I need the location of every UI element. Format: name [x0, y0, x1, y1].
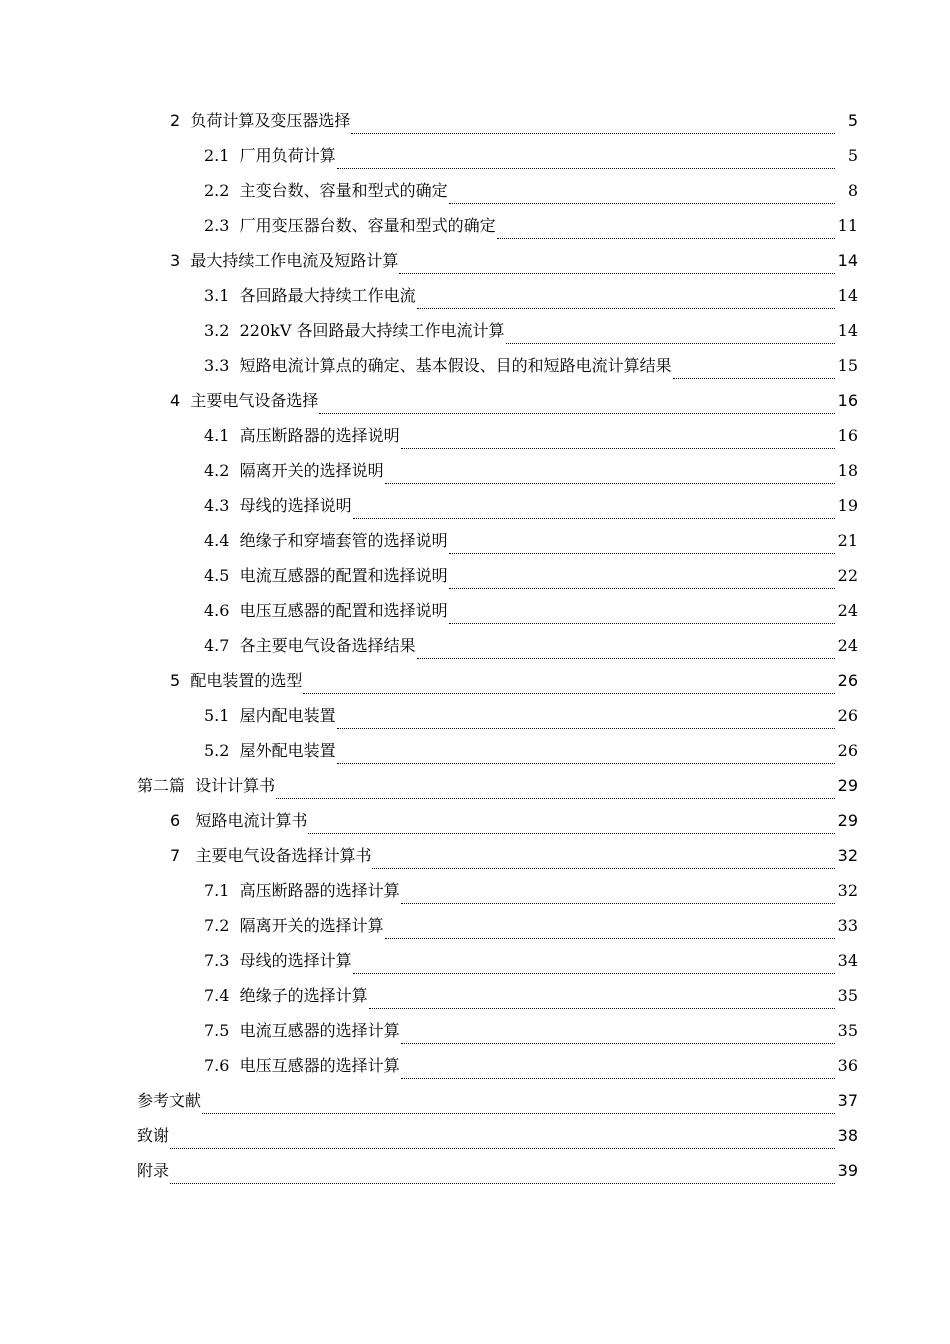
dot-leader [401, 447, 835, 449]
toc-entry-page-number: 14 [837, 286, 858, 305]
dot-leader [401, 1077, 835, 1079]
dot-leader [506, 342, 836, 344]
table-of-contents [0, 108, 950, 1193]
toc-entry-title: 3.2 220kV 各回路最大持续工作电流计算 [204, 321, 505, 340]
toc-entry-page-number: 26 [837, 706, 858, 725]
dot-leader [417, 307, 835, 309]
dot-leader [401, 1042, 835, 1044]
dot-leader [337, 727, 835, 729]
dot-leader [170, 1182, 835, 1184]
toc-entry-title: 7.1 高压断路器的选择计算 [204, 881, 400, 900]
toc-entry-page-number: 39 [837, 1161, 858, 1180]
toc-entry-page-number: 15 [837, 356, 858, 375]
toc-entry[interactable] [0, 283, 950, 318]
toc-entry-title: 4.5 电流互感器的配置和选择说明 [204, 566, 448, 585]
toc-entry-title: 5.1 屋内配电装置 [204, 706, 336, 725]
toc-entry-page-number: 14 [837, 321, 858, 340]
toc-entry[interactable] [0, 178, 950, 213]
toc-entry-title: 7.6 电压互感器的选择计算 [204, 1056, 400, 1075]
toc-entry-title: 4.4 绝缘子和穿墙套管的选择说明 [204, 531, 448, 550]
dot-leader [497, 237, 835, 239]
toc-entry-page-number: 32 [837, 881, 858, 900]
toc-entry[interactable] [0, 388, 950, 423]
toc-entry[interactable] [0, 598, 950, 633]
toc-entry-title: 3.3 短路电流计算点的确定、基本假设、目的和短路电流计算结果 [204, 356, 672, 375]
toc-entry-page-number: 35 [837, 1021, 858, 1040]
toc-entry-page-number: 32 [837, 846, 858, 865]
toc-entry[interactable] [0, 528, 950, 563]
toc-entry-title: 4 主要电气设备选择 [170, 391, 319, 410]
toc-entry-title: 3 最大持续工作电流及短路计算 [170, 251, 399, 270]
toc-entry-page-number: 26 [837, 741, 858, 760]
toc-entry-page-number: 24 [837, 636, 858, 655]
dot-leader [417, 657, 835, 659]
dot-leader [202, 1112, 835, 1114]
dot-leader [369, 1007, 835, 1009]
toc-entry-page-number: 34 [837, 951, 858, 970]
toc-entry-page-number: 16 [837, 391, 858, 410]
toc-entry[interactable] [0, 318, 950, 353]
toc-entry[interactable] [0, 108, 950, 143]
toc-entry-page-number: 33 [837, 916, 858, 935]
toc-entry-page-number: 18 [837, 461, 858, 480]
toc-entry-title: 5.2 屋外配电装置 [204, 741, 336, 760]
toc-entry-page-number: 5 [847, 146, 858, 165]
toc-entry[interactable] [0, 1123, 950, 1158]
toc-entry[interactable] [0, 703, 950, 738]
toc-entry-page-number: 38 [837, 1126, 858, 1145]
toc-entry-page-number: 21 [837, 531, 858, 550]
toc-entry-title: 5 配电装置的选型 [170, 671, 303, 690]
toc-entry[interactable] [0, 808, 950, 843]
dot-leader [401, 902, 835, 904]
toc-entry-page-number: 14 [837, 251, 858, 270]
toc-entry[interactable] [0, 983, 950, 1018]
toc-entry-title: 2.2 主变台数、容量和型式的确定 [204, 181, 448, 200]
toc-entry-title: 附录 [137, 1161, 170, 1180]
toc-entry-title: 致谢 [137, 1126, 170, 1145]
toc-entry[interactable] [0, 948, 950, 983]
toc-entry[interactable] [0, 773, 950, 808]
toc-entry[interactable] [0, 143, 950, 178]
dot-leader [449, 552, 835, 554]
toc-entry-title: 2 负荷计算及变压器选择 [170, 111, 351, 130]
toc-entry-title: 7.5 电流互感器的选择计算 [204, 1021, 400, 1040]
toc-entry-page-number: 16 [837, 426, 858, 445]
toc-entry[interactable] [0, 213, 950, 248]
toc-entry[interactable] [0, 668, 950, 703]
dot-leader [337, 762, 835, 764]
toc-entry-title: 2.1 厂用负荷计算 [204, 146, 336, 165]
dot-leader [449, 622, 835, 624]
toc-entry[interactable] [0, 493, 950, 528]
toc-entry-title: 4.6 电压互感器的配置和选择说明 [204, 601, 448, 620]
toc-entry-page-number: 37 [837, 1091, 858, 1110]
toc-entry-title: 2.3 厂用变压器台数、容量和型式的确定 [204, 216, 496, 235]
toc-entry-page-number: 22 [837, 566, 858, 585]
toc-entry[interactable] [0, 1053, 950, 1088]
toc-entry[interactable] [0, 563, 950, 598]
toc-entry-page-number: 26 [837, 671, 858, 690]
dot-leader [351, 132, 835, 134]
dot-leader [170, 1147, 835, 1149]
toc-entry-title: 4.3 母线的选择说明 [204, 496, 352, 515]
toc-entry[interactable] [0, 1088, 950, 1123]
toc-entry-page-number: 19 [837, 496, 858, 515]
toc-entry-page-number: 5 [847, 111, 858, 130]
toc-entry-page-number: 11 [837, 216, 858, 235]
toc-entry-page-number: 35 [837, 986, 858, 1005]
toc-entry-title: 参考文献 [137, 1091, 202, 1110]
toc-entry-title: 3.1 各回路最大持续工作电流 [204, 286, 416, 305]
toc-entry[interactable] [0, 458, 950, 493]
toc-entry[interactable] [0, 423, 950, 458]
dot-leader [276, 797, 835, 799]
toc-entry-page-number: 8 [847, 181, 858, 200]
dot-leader [308, 832, 835, 834]
dot-leader [372, 867, 835, 869]
toc-entry[interactable] [0, 738, 950, 773]
dot-leader [399, 272, 835, 274]
toc-entry-title: 4.7 各主要电气设备选择结果 [204, 636, 416, 655]
toc-entry[interactable] [0, 843, 950, 878]
toc-entry-title: 7 主要电气设备选择计算书 [170, 846, 372, 865]
dot-leader [449, 587, 835, 589]
toc-entry-title: 7.2 隔离开关的选择计算 [204, 916, 384, 935]
dot-leader [303, 692, 835, 694]
toc-entry[interactable] [0, 1158, 950, 1193]
dot-leader [337, 167, 835, 169]
dot-leader [385, 482, 835, 484]
toc-entry-page-number: 29 [837, 811, 858, 830]
toc-entry-title: 4.1 高压断路器的选择说明 [204, 426, 400, 445]
toc-entry[interactable] [0, 353, 950, 388]
toc-entry-page-number: 29 [837, 776, 858, 795]
toc-entry-title: 6 短路电流计算书 [170, 811, 308, 830]
toc-entry[interactable] [0, 248, 950, 283]
toc-entry-title: 7.4 绝缘子的选择计算 [204, 986, 368, 1005]
toc-entry[interactable] [0, 878, 950, 913]
dot-leader [319, 412, 835, 414]
dot-leader [385, 937, 835, 939]
toc-entry[interactable] [0, 913, 950, 948]
dot-leader [353, 517, 835, 519]
dot-leader [673, 377, 835, 379]
toc-entry-title: 4.2 隔离开关的选择说明 [204, 461, 384, 480]
toc-entry[interactable] [0, 633, 950, 668]
toc-entry-title: 7.3 母线的选择计算 [204, 951, 352, 970]
dot-leader [449, 202, 835, 204]
toc-entry-title: 第二篇 设计计算书 [137, 776, 276, 795]
toc-entry-page-number: 36 [837, 1056, 858, 1075]
dot-leader [353, 972, 835, 974]
toc-entry[interactable] [0, 1018, 950, 1053]
toc-entry-page-number: 24 [837, 601, 858, 620]
